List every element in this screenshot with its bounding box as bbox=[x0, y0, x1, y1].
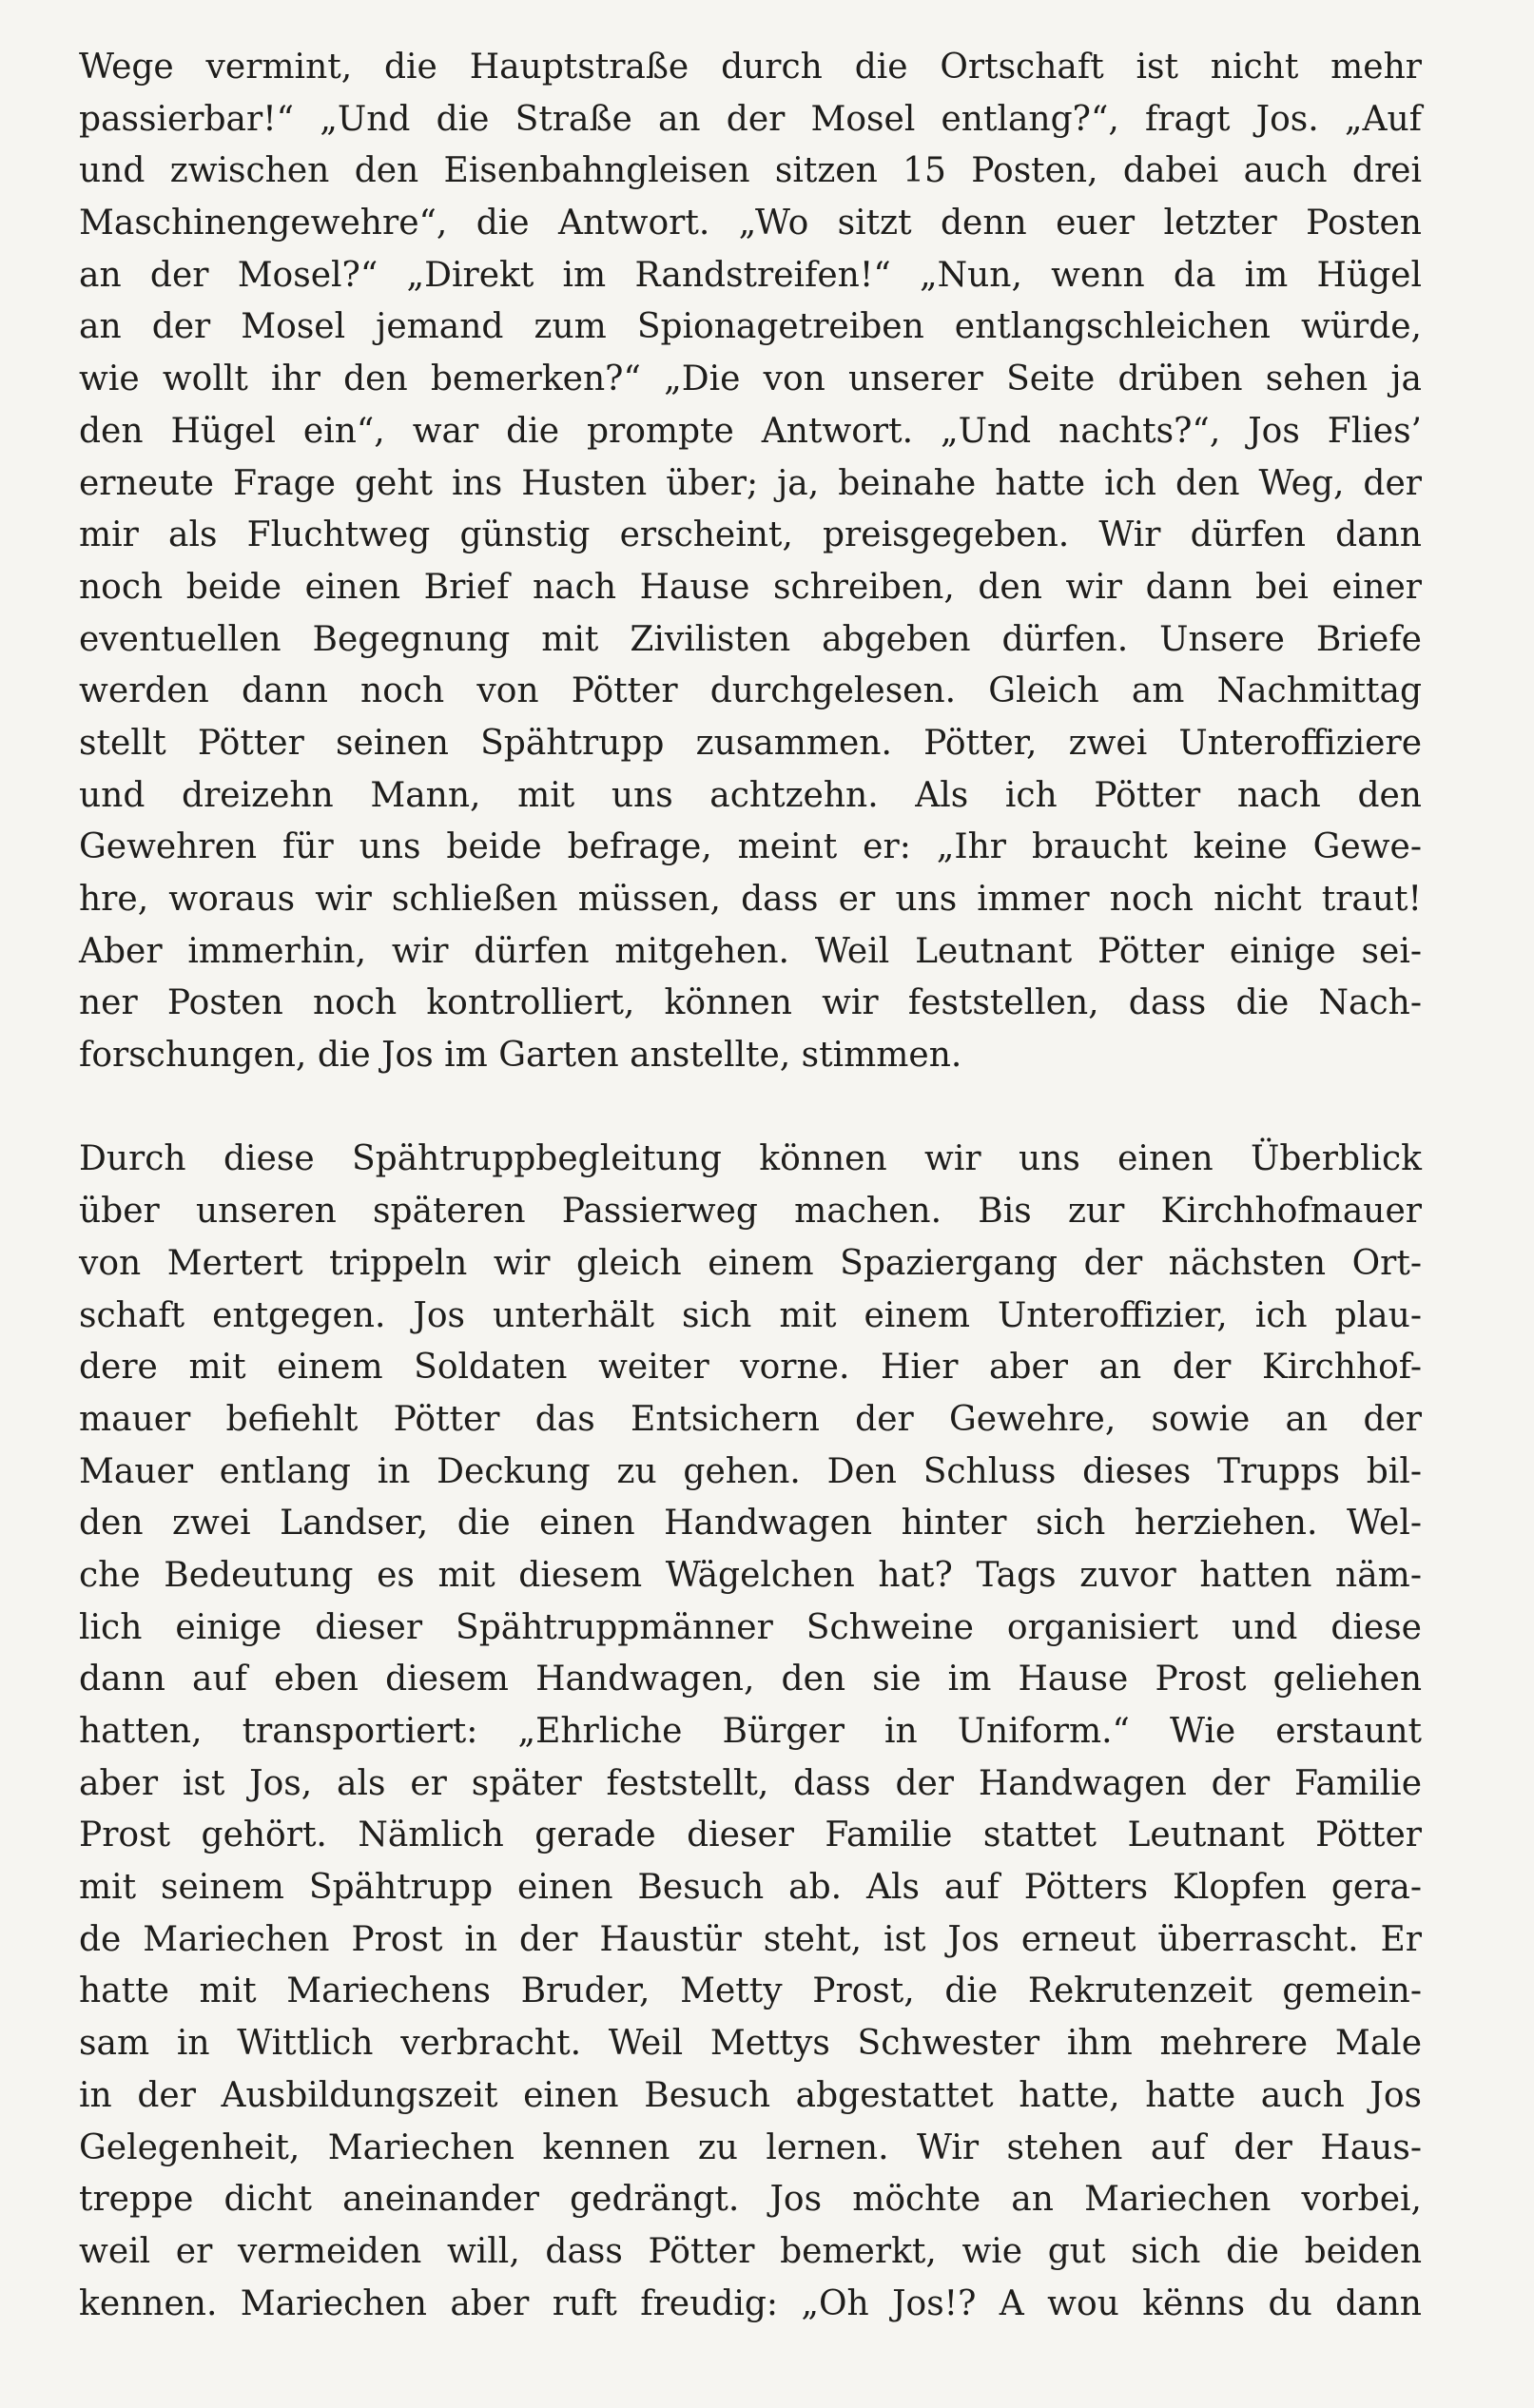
text-line: de Mariechen Prost in der Haustür steht, ist Jos erneut überrascht. Er bbox=[79, 1919, 1422, 1959]
text-line: kennen. Mariechen aber ruft freudig: „Oh Jos!? A wou kënns du dann bbox=[79, 2283, 1422, 2323]
text-line: an der Mosel jemand zum Spionagetreiben entlangschleichen würde, bbox=[79, 307, 1422, 347]
text-line: weil er vermeiden will, dass Pötter bemerkt, wie gut sich die beiden bbox=[79, 2231, 1422, 2271]
text-line: noch beide einen Brief nach Hause schreiben, den wir dann bei einer bbox=[79, 567, 1422, 607]
text-line: ner Posten noch kontrolliert, können wir feststellen, dass die Nach- bbox=[79, 983, 1422, 1023]
text-line: Prost gehört. Nämlich gerade dieser Familie stattet Leutnant Pötter bbox=[79, 1816, 1422, 1855]
text-line: in der Ausbildungszeit einen Besuch abgestattet hatte, hatte auch Jos bbox=[79, 2075, 1422, 2115]
text-line: den zwei Landser, die einen Handwagen hinter sich herziehen. Wel- bbox=[79, 1504, 1422, 1544]
text-line: treppe dicht aneinander gedrängt. Jos möchte an Mariechen vorbei, bbox=[79, 2180, 1422, 2220]
book-page bbox=[79, 42, 1422, 2330]
text-line: passierbar!“ „Und die Straße an der Mosel entlang?“, fragt Jos. „Auf bbox=[79, 99, 1422, 139]
text-line: mauer befiehlt Pötter das Entsichern der Gewehre, sowie an der bbox=[79, 1399, 1422, 1439]
text-line: dann auf eben diesem Handwagen, den sie im Hause Prost geliehen bbox=[79, 1660, 1422, 1699]
text-line: an der Mosel?“ „Direkt im Randstreifen!“ „Nun, wenn da im Hügel bbox=[79, 255, 1422, 295]
text-line: lich einige dieser Spähtruppmänner Schweine organisiert und diese bbox=[79, 1607, 1422, 1647]
text-line: eventuellen Begegnung mit Zivilisten abgeben dürfen. Unsere Briefe bbox=[79, 619, 1422, 659]
text-line: stellt Pötter seinen Spähtrupp zusammen. Pötter, zwei Unteroffiziere bbox=[79, 723, 1422, 763]
text-line: Aber immerhin, wir dürfen mitgehen. Weil Leutnant Pötter einige sei- bbox=[79, 931, 1422, 971]
text-line: hatten, transportiert: „Ehrliche Bürger in Uniform.“ Wie erstaunt bbox=[79, 1712, 1422, 1751]
paragraph-break bbox=[79, 1082, 1422, 1135]
text-line: mir als Fluchtweg günstig erscheint, preisgegeben. Wir dürfen dann bbox=[79, 515, 1422, 555]
text-line: werden dann noch von Pötter durchgelesen. Gleich am Nachmittag bbox=[79, 671, 1422, 711]
text-line: aber ist Jos, als er später feststellt, dass der Handwagen der Familie bbox=[79, 1763, 1422, 1803]
text-line: che Bedeutung es mit diesem Wägelchen hat? Tags zuvor hatten näm- bbox=[79, 1555, 1422, 1595]
text-line: Maschinengewehre“, die Antwort. „Wo sitzt denn euer letzter Posten bbox=[79, 204, 1422, 243]
paragraph-1 bbox=[79, 42, 1422, 1082]
text-line: dere mit einem Soldaten weiter vorne. Hier aber an der Kirchhof- bbox=[79, 1348, 1422, 1388]
text-line: hatte mit Mariechens Bruder, Metty Prost, die Rekrutenzeit gemein- bbox=[79, 1971, 1422, 2011]
text-line: sam in Wittlich verbracht. Weil Mettys Schwester ihm mehrere Male bbox=[79, 2024, 1422, 2064]
text-line: wie wollt ihr den bemerken?“ „Die von unserer Seite drüben sehen ja bbox=[79, 359, 1422, 399]
text-line: Durch diese Spähtruppbegleitung können wir uns einen Überblick bbox=[79, 1139, 1422, 1179]
text-line: Wege vermint, die Hauptstraße durch die Ortschaft ist nicht mehr bbox=[79, 48, 1422, 87]
paragraph-2 bbox=[79, 1134, 1422, 2330]
text-line: Mauer entlang in Deckung zu gehen. Den Schluss dieses Trupps bil- bbox=[79, 1451, 1422, 1491]
text-line: und dreizehn Mann, mit uns achtzehn. Als ich Pötter nach den bbox=[79, 775, 1422, 815]
text-line: Gewehren für uns beide befrage, meint er: „Ihr braucht keine Gewe- bbox=[79, 827, 1422, 867]
text-line: hre, woraus wir schließen müssen, dass er uns immer noch nicht traut! bbox=[79, 880, 1422, 919]
text-line: mit seinem Spähtrupp einen Besuch ab. Als auf Pötters Klopfen gera- bbox=[79, 1868, 1422, 1908]
text-line: erneute Frage geht ins Husten über; ja, beinahe hatte ich den Weg, der bbox=[79, 463, 1422, 503]
text-line: forschungen, die Jos im Garten anstellte, stimmen. bbox=[79, 1036, 962, 1076]
text-line: von Mertert trippeln wir gleich einem Spaziergang der nächsten Ort- bbox=[79, 1243, 1422, 1283]
text-line: schaft entgegen. Jos unterhält sich mit einem Unteroffizier, ich plau- bbox=[79, 1295, 1422, 1335]
text-line: den Hügel ein“, war die prompte Antwort. „Und nachts?“, Jos Flies’ bbox=[79, 411, 1422, 451]
text-line: über unseren späteren Passierweg machen. Bis zur Kirchhofmauer bbox=[79, 1192, 1422, 1232]
text-line: und zwischen den Eisenbahngleisen sitzen 15 Posten, dabei auch drei bbox=[79, 151, 1422, 191]
text-line: Gelegenheit, Mariechen kennen zu lernen. Wir stehen auf der Haus- bbox=[79, 2127, 1422, 2167]
